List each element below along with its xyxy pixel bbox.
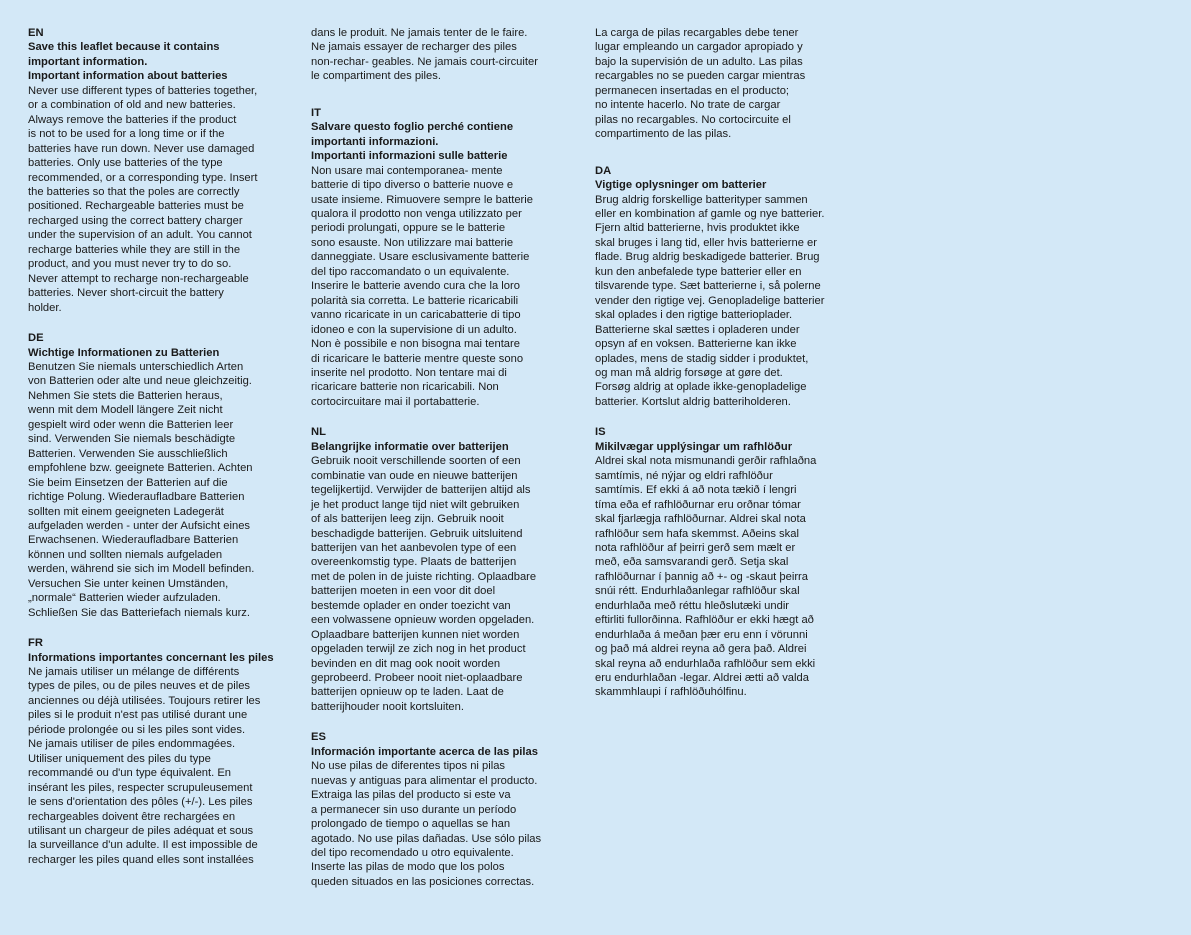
language-code: DE (28, 332, 44, 345)
section-da (595, 164, 853, 410)
section-fr (28, 636, 290, 867)
language-code: EN (28, 27, 44, 39)
language-code: DA (595, 164, 612, 177)
column-1 (28, 26, 290, 867)
section-body: Benutzen Sie niemals unterschiedlich Arten von Batterien oder alte und neue gleichzeitig. Nehmen Sie stets die Batterien heraus, wenn mit dem Modell längere Zeit nicht gespielt wird oder wenn die Batterien leer sind. Verwenden Sie niemals beschädigte Batterien. Verwenden Sie ausschließlich empfohlene bzw. geeignete Batterien. Achten Sie beim Einsetzen der Batterien auf die richtige Polung. Wiederaufladbare Batterien sollten mit einem geeigneten Ladegerät aufgeladen werden - unter der Aufsicht eines Erwachsenen. Wiederaufladbare Batterien können und sollten niemals aufgeladen werden, während sie sich im Modell befinden. Versuchen Sie unter keinen Umständen, „normale“ Batterien wieder aufzuladen. Schließen Sie das Batteriefach niemals kurz. (28, 360, 255, 619)
section-subheading: Belangrijke informatie over batterijen (311, 440, 509, 453)
section-subheading: Informations importantes concernant les piles (28, 651, 274, 664)
section-de (28, 331, 290, 620)
section-body: Never use different types of batteries together, or a combination of old and new batteries. Always remove the batteries if the product is not to be used for a long time or if the batteries have run down. Never use damaged batteries. Only use batteries of the type recommended, or a corresponding type. Insert the batteries so that the poles are correctly positioned. Rechargeable batteries must be recharged using the correct battery charger under the supervision of an adult. You cannot recharge batteries while they are still in the product, and you must never try to do so. Never attempt to recharge non-rechargeable batteries. Never short-circuit the battery holder. (28, 84, 258, 314)
section-it (311, 106, 573, 410)
column-2 (311, 26, 573, 889)
section-body: Aldrei skal nota mismunandi gerðir rafhlaðna samtímis, né nýjar og eldri rafhlöður samtímis. Ef ekki á að nota tækið í lengri tíma eða ef rafhlöðurnar eru orðnar tómar skal fjarlægja rafhlöðurnar. Aldrei skal nota rafhlöður sem hafa skemmst. Aðeins skal nota rafhlöður af þeirri gerð sem mælt er með, eða samsvarandi gerð. Setja skal rafhlöðurnar í þannig að +- og -skaut þeirra snúi rétt. Endurhlaðanlegar rafhlöður skal endurhlaða með réttu hleðslutæki undir eftirliti fullorðinna. Rafhlöður er ekki hægt að endurhlaða á meðan þær eru enn í vörunni og það má aldrei reyna að gera það. Aldrei skal reyna að endurhlaða rafhlöður sem ekki eru endurhlaðan -legar. Aldrei ætti að valda skammhlaupi í rafhlöðuhólfinu. (595, 455, 817, 699)
section-es (311, 730, 573, 889)
section-headline: Save this leaflet because it contains important information. (28, 41, 220, 68)
section-body: Ne jamais utiliser un mélange de différents types de piles, ou de piles neuves et de piles anciennes ou déjà utilisées. Toujours retirer les piles si le produit n'est pas utilisé durant une période prolongée ou si les piles sont vides. Ne jamais utiliser de piles endommagées. Utiliser uniquement des piles du type recommandé ou d'un type équivalent. En insérant les piles, respecter scrupuleusement le sens d'orientation des pôles (+/-). Les piles rechargeables doivent être rechargées en utilisant un chargeur de piles adéquat et sous la surveillance d'un adulte. Il est impossible de recharger les piles quand elles sont installées (28, 666, 261, 866)
section-subheading: Información importante acerca de las pilas (311, 745, 538, 758)
section-body: Gebruik nooit verschillende soorten of een combinatie van oude en nieuwe batterijen tegelijkertijd. Verwijder de batterijen altijd als je het product lange tijd niet wilt gebruiken of als batterijen leeg zijn. Gebruik nooit beschadigde batterijen. Gebruik uitsluitend batterijen van het aanbevolen type of een overeenkomstig type. Plaats de batterijen met de polen in de juiste richting. Oplaadbare batterijen moeten in een voor dit doel bestemde oplader en onder toezicht van een volwassene opnieuw worden opgeladen. Oplaadbare batterijen kunnen niet worden opgeladen terwijl ze zich nog in het product bevinden en dit mag ook nooit worden geprobeerd. Probeer nooit niet-oplaadbare batterijen opnieuw op te laden. Laat de batterijhouder nooit kortsluiten. (311, 455, 537, 713)
section-subheading: Importanti informazioni sulle batterie (311, 150, 508, 163)
section-subheading: Mikilvægar upplýsingar um rafhlöður (595, 440, 793, 453)
section-subheading: Wichtige Informationen zu Batterien (28, 346, 220, 359)
language-code: FR (28, 637, 43, 650)
section-headline: Salvare questo foglio perché contiene importanti informazioni. (311, 121, 514, 148)
language-code: IT (311, 106, 321, 119)
language-code: IS (595, 426, 606, 439)
section-subheading: Important information about batteries (28, 70, 228, 83)
section-body: Non usare mai contemporanea- mente batterie di tipo diverso o batterie nuove e usate insieme. Rimuovere sempre le batterie qualora il prodotto non venga utilizzato per periodi prolungati, oppure se le batterie sono esauste. Non utilizzare mai batterie danneggiate. Usare esclusivamente batterie del tipo raccomandato o un equivalente. Inserire le batterie avendo cura che la loro polarità sia corretta. Le batterie ricaricabili vanno ricaricate in un caricabatterie di tipo idoneo e con la supervisione di un adulto. Non è possibile e non bisogna mai tentare di ricaricare le batterie mentre queste sono inserite nel prodotto. Non tentare mai di ricaricare batterie non ricaricabili. Non cortocircuitare mai il portabatterie. (311, 164, 533, 408)
section-en (28, 26, 290, 315)
language-code: ES (311, 731, 326, 744)
section-subheading: Vigtige oplysninger om batterier (595, 179, 767, 192)
language-code: NL (311, 426, 326, 439)
section-nl (311, 425, 573, 714)
section-is (595, 425, 853, 700)
column-3 (595, 26, 853, 700)
section-body: No use pilas de diferentes tipos ni pilas nuevas y antiguas para alimentar el producto. Extraiga las pilas del producto si este va a permanecer sin uso durante un período prolongado de tiempo o aquellas se han agotado. No use pilas dañadas. Use sólo pilas del tipo recomendado u otro equivalente. Inserte las pilas de modo que los polos queden situados en las posiciones correctas. (311, 760, 542, 888)
continued-text-es: La carga de pilas recargables debe tener lugar empleando un cargador apropiado y bajo la supervisión de un adulto. Las pilas recargables no se pueden cargar mientras permanecen insertadas en el producto; no intente hacerlo. No trate de cargar pilas no recargables. No cortocircuite el compartimento de las pilas. (595, 27, 806, 141)
section-body: Brug aldrig forskellige batterityper sammen eller en kombination af gamle og nye batterier. Fjern altid batterierne, hvis produktet ikke skal bruges i lang tid, eller hvis batterierne er flade. Brug aldrig beskadigede batterier. Brug kun den anbefalede type batterier eller en tilsvarende type. Sæt batterierne i, så polerne vender den rigtige vej. Genopladelige batterier skal oplades i den rigtige batterioplader. Batterierne skal sættes i opladeren under opsyn af en voksen. Batterierne kan ikke oplades, mens de stadig sidder i produktet, og man må aldrig forsøge at gøre det. Forsøg aldrig at oplade ikke-genopladelige batterier. Kortslut aldrig batteriholderen. (595, 193, 825, 408)
continued-text-fr: dans le produit. Ne jamais tenter de le faire. Ne jamais essayer de recharger des piles non-rechar- geables. Ne jamais court-circuiter le compartiment des piles. (311, 27, 538, 83)
